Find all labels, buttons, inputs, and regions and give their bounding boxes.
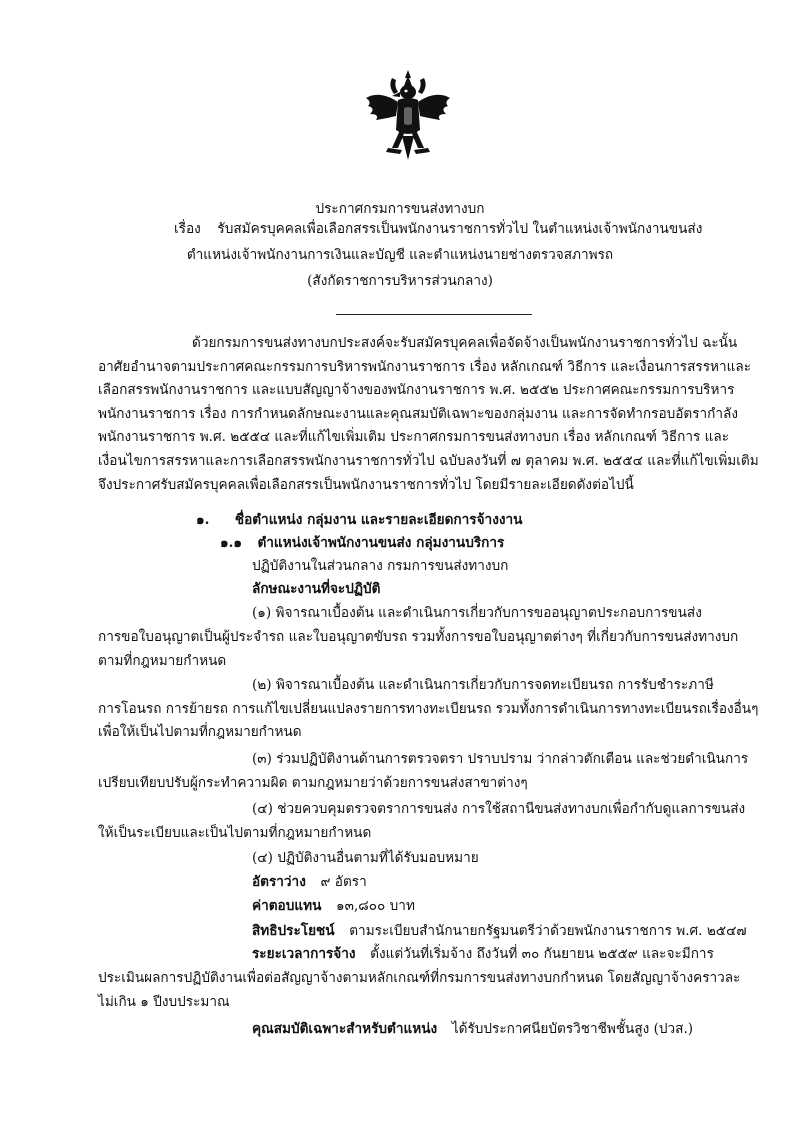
duty-4-line-2: ให้เป็นระเบียบและเป็นไปตามที่กฎหมายกำหนด (98, 825, 372, 841)
benefit-value: ตามระเบียบสำนักนายกรัฐมนตรีว่าด้วยพนักงานราชการ พ.ศ. ๒๕๔๗ (349, 923, 747, 939)
qualification-label: คุณสมบัติเฉพาะสำหรับตำแหน่ง (252, 1021, 438, 1037)
section-1-number: ๑. (196, 512, 210, 528)
intro-line-4: พนักงานราชการ เรื่อง การกำหนดลักษณะงานและคุณสมบัติเฉพาะของกลุ่มงาน และการจัดทำกรอบอัตรากำลัง (98, 406, 739, 422)
duty-2-line-1: (๒) พิจารณาเบื้องต้น และดำเนินการเกี่ยวกับการจดทะเบียนรถ การรับชำระภาษี (252, 677, 714, 693)
benefit-label: สิทธิประโยชน์ (252, 923, 335, 939)
intro-line-6: เงื่อนไขการสรรหาและการเลือกสรรพนักงานราชการทั่วไป ฉบับลงวันที่ ๗ ตุลาคม พ.ศ. ๒๕๕๔ และที่แก้ไขเพิ่มเติม (98, 453, 759, 469)
qualification-row (252, 1020, 693, 1038)
duties-heading: ลักษณะงานที่จะปฏิบัติ (252, 581, 381, 597)
vacancy-label: อัตราว่าง (252, 874, 306, 890)
subject-line-1 (174, 220, 702, 238)
vacancy-row (252, 873, 367, 891)
duty-5-line: (๔) ปฏิบัติงานอื่นตามที่ได้รับมอบหมาย (252, 850, 479, 866)
issuer-title: ประกาศกรมการขนส่งทางบก (315, 201, 485, 217)
duty-1-line-3: ตามที่กฎหมายกำหนด (98, 653, 227, 669)
duty-3-line-1: (๓) ร่วมปฏิบัติงานด้านการตรวจตรา ปราบปราม ว่ากล่าวตักเตือน และช่วยดำเนินการ (252, 751, 749, 767)
period-cont-line-1: ประเมินผลการปฏิบัติงานเพื่อต่อสัญญาจ้างตามหลักเกณฑ์ที่กรมการขนส่งทางบกกำหนด โดยสัญญาจ้างคราวละ (98, 970, 741, 986)
section-1-heading (196, 511, 522, 529)
period-value: ตั้งแต่วันที่เริ่มจ้าง ถึงวันที่ ๓๐ กันยายน ๒๕๕๙ และจะมีการ (370, 946, 714, 962)
section-1-1-title: ตำแหน่งเจ้าพนักงานขนส่ง กลุ่มงานบริการ (257, 535, 505, 551)
subject-text-1: รับสมัครบุคคลเพื่อเลือกสรรเป็นพนักงานราชการทั่วไป ในตำแหน่งเจ้าพนักงานขนส่ง (217, 221, 703, 237)
qualification-value: ได้รับประกาศนียบัตรวิชาชีพชั้นสูง (ปวส.) (451, 1021, 694, 1037)
intro-line-2: อาศัยอำนาจตามประกาศคณะกรรมการบริหารพนักงานราชการ เรื่อง หลักเกณฑ์ วิธีการ และเงื่อนการสรรหาและ (98, 359, 751, 375)
intro-line-3: เลือกสรรพนักงานราชการ และแบบสัญญาจ้างของพนักงานราชการ พ.ศ. ๒๕๕๒ ประกาศคณะกรรมการบริหาร (98, 382, 735, 398)
section-1-title: ชื่อตำแหน่ง กลุ่มงาน และรายละเอียดการจ้างงาน (234, 512, 523, 528)
period-cont-line-2: ไม่เกิน ๑ ปีงบประมาณ (98, 994, 230, 1010)
intro-line-7: จึงประกาศรับสมัครบุคคลเพื่อเลือกสรรเป็นพนักงานราชการทั่วไป โดยมีรายละเอียดดังต่อไปนี้ (98, 477, 634, 493)
duty-1-line-2: การขอใบอนุญาตเป็นผู้ประจำรถ และใบอนุญาตขับรถ รวมทั้งการขอใบอนุญาตต่างๆ ที่เกี่ยวกับการขนส่งทางบก (98, 629, 739, 645)
pay-label: ค่าตอบแทน (252, 898, 322, 914)
header-divider (336, 314, 532, 315)
garuda-emblem-icon (362, 68, 454, 166)
vacancy-value: ๙ อัตรา (320, 874, 367, 890)
duty-1-line-1: (๑) พิจารณาเบื้องต้น และดำเนินการเกี่ยวกับการขออนุญาตประกอบการขนส่ง (252, 605, 702, 621)
duty-4-line-1: (๔) ช่วยควบคุมตรวจตราการขนส่ง การใช้สถานีขนส่งทางบกเพื่อกำกับดูแลการขนส่ง (252, 801, 746, 817)
pay-row (252, 897, 415, 915)
duty-2-line-3: เพื่อให้เป็นไปตามที่กฎหมายกำหนด (98, 724, 302, 740)
period-label: ระยะเวลาการจ้าง (252, 946, 356, 962)
section-1-1-heading (220, 534, 504, 552)
duty-3-line-2: เปรียบเทียบปรับผู้กระทำความผิด ตามกฎหมายว่าด้วยการขนส่งสาขาต่างๆ (98, 775, 528, 791)
pay-value: ๑๓,๘๐๐ บาท (336, 898, 415, 914)
subject-line-2: ตำแหน่งเจ้าพนักงานการเงินและบัญชี และตำแหน่งนายช่างตรวจสภาพรถ (186, 247, 614, 263)
benefit-row (252, 922, 747, 940)
subject-label: เรื่อง (174, 221, 201, 237)
duty-2-line-2: การโอนรถ การย้ายรถ การแก้ไขเปลี่ยนแปลงรายการทางทะเบียนรถ รวมทั้งการดำเนินการทางทะเบียนรถเรื่องอื่นๆ (98, 701, 759, 717)
section-1-1-number: ๑.๑ (220, 535, 242, 551)
workplace-text: ปฏิบัติงานในส่วนกลาง กรมการขนส่งทางบก (252, 558, 509, 574)
intro-line-5: พนักงานราชการ พ.ศ. ๒๕๕๔ และที่แก้ไขเพิ่มเติม ประกาศกรมการขนส่งทางบก เรื่อง หลักเกณฑ์ วิธีการ และ (98, 429, 730, 445)
subject-line-3: (สังกัดราชการบริหารส่วนกลาง) (307, 273, 493, 289)
period-row (252, 945, 714, 963)
intro-line-1: ด้วยกรมการขนส่งทางบกประสงค์จะรับสมัครบุคคลเพื่อจัดจ้างเป็นพนักงานราชการทั่วไป ฉะนั้น (192, 335, 738, 351)
